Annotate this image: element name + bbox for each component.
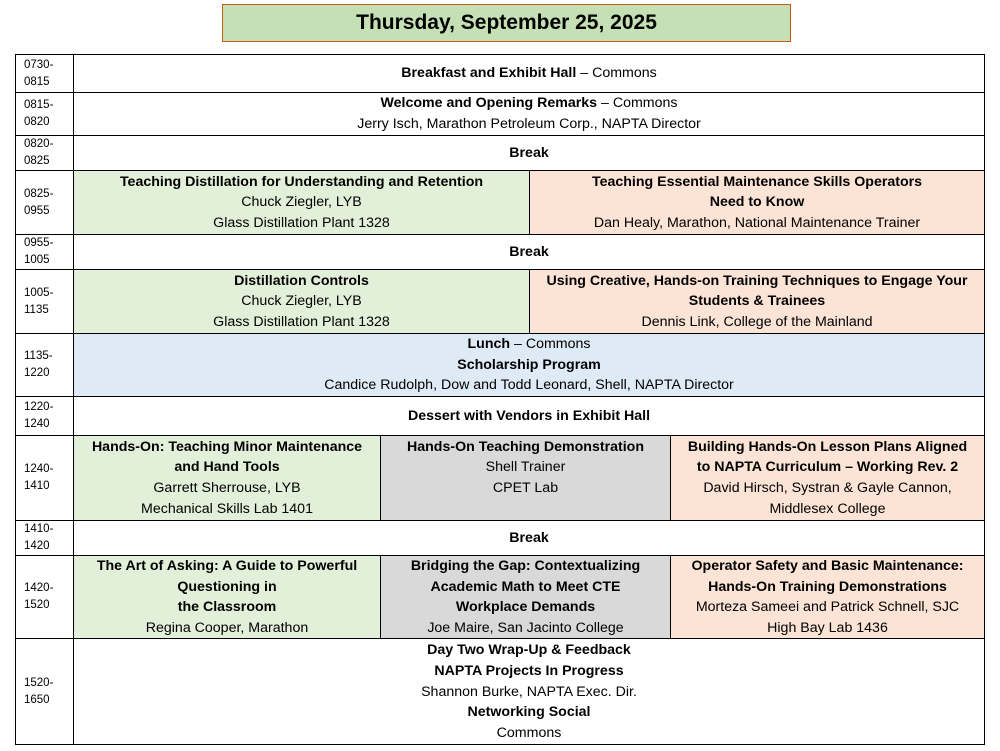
session-presenter: Dennis Link, College of the Mainland — [641, 313, 873, 330]
session-presenter: Regina Cooper, Marathon — [145, 619, 309, 636]
time-cell: 1420- 1520 — [16, 556, 74, 639]
session-cell — [74, 556, 381, 639]
event-location: – Commons — [510, 336, 591, 353]
break-cell: Break — [74, 235, 985, 270]
event-presenter: Shannon Burke, NAPTA Exec. Dir. — [421, 683, 637, 700]
time-cell: 1520- 1650 — [16, 639, 74, 745]
event-cell — [74, 93, 985, 136]
session-location: Glass Distillation Plant 1328 — [213, 313, 390, 330]
schedule-row — [16, 436, 985, 521]
session-title: Need to Know — [709, 194, 805, 211]
session-title: Using Creative, Hands-on Training Techniques to Engage Your — [546, 272, 968, 289]
session-cell — [381, 556, 671, 639]
session-cell — [74, 270, 530, 334]
event-title: Welcome and Opening Remarks — [380, 95, 598, 112]
time-cell: 0825- 0955 — [16, 171, 74, 235]
session-location: Glass Distillation Plant 1328 — [213, 214, 390, 231]
session-title: Operator Safety and Basic Maintenance: — [691, 558, 964, 574]
event-title: Breakfast and Exhibit Hall — [401, 65, 577, 82]
event-cell — [74, 334, 985, 397]
session-location: Mechanical Skills Lab 1401 — [141, 500, 313, 517]
time-cell: 0820- 0825 — [16, 136, 74, 171]
session-presenter: David Hirsch, Systran & Gayle Cannon, — [703, 480, 952, 496]
event-location: Commons — [496, 724, 562, 741]
session-title: Hands-On Teaching Demonstration — [406, 438, 644, 455]
session-title: Teaching Essential Maintenance Skills Operators — [591, 173, 923, 190]
time-cell: 1240- 1410 — [16, 436, 74, 521]
schedule-row — [16, 639, 985, 745]
session-presenter: Garrett Sherrouse, LYB — [153, 480, 301, 496]
time-cell: 0730- 0815 — [16, 55, 74, 93]
event-location: – Commons — [576, 65, 657, 82]
session-presenter: Middlesex College — [769, 500, 886, 517]
schedule-row — [16, 270, 985, 334]
time-cell: 0955- 1005 — [16, 235, 74, 270]
session-presenter: Shell Trainer — [485, 459, 566, 476]
event-subtitle: NAPTA Projects In Progress — [434, 662, 624, 679]
event-presenter: Jerry Isch, Marathon Petroleum Corp., NAPTA Director — [357, 116, 701, 132]
session-presenter: Chuck Ziegler, LYB — [241, 194, 362, 211]
break-cell: Break — [74, 136, 985, 171]
time-cell: 1410- 1420 — [16, 521, 74, 556]
session-cell — [530, 171, 985, 235]
event-title: Lunch — [467, 336, 511, 353]
session-cell — [381, 436, 671, 521]
session-cell — [671, 556, 985, 639]
session-cell — [671, 436, 985, 521]
schedule-row — [16, 521, 985, 556]
session-title: to NAPTA Curriculum – Working Rev. 2 — [696, 459, 959, 476]
session-location: CPET Lab — [492, 480, 559, 496]
session-title: Workplace Demands — [455, 599, 596, 616]
session-title: and Hand Tools — [174, 459, 280, 476]
session-cell — [74, 436, 381, 521]
event-location: – Commons — [597, 95, 678, 112]
time-cell: 1135- 1220 — [16, 334, 74, 397]
schedule-row — [16, 556, 985, 639]
session-title: Teaching Distillation for Understanding and Retention — [119, 173, 484, 190]
session-title: Students & Trainees — [688, 293, 826, 310]
session-title: Distillation Controls — [234, 272, 369, 289]
session-location: High Bay Lab 1436 — [767, 619, 888, 636]
session-presenter: Chuck Ziegler, LYB — [241, 293, 362, 310]
session-title: Hands-On: Teaching Minor Maintenance — [91, 438, 363, 455]
session-presenter: Dan Healy, Marathon, National Maintenance Trainer — [593, 214, 921, 231]
event-title: Day Two Wrap-Up & Feedback — [427, 642, 631, 659]
schedule-row — [16, 171, 985, 235]
time-cell: 1005- 1135 — [16, 270, 74, 334]
schedule-row — [16, 235, 985, 270]
session-title: Hands-On Training Demonstrations — [708, 578, 947, 595]
schedule-row — [16, 55, 985, 93]
session-title: Academic Math to Meet CTE — [430, 578, 621, 595]
event-subtitle: Scholarship Program — [457, 356, 601, 373]
session-title: the Classroom — [177, 599, 277, 616]
session-title: Building Hands-On Lesson Plans Aligned — [687, 438, 968, 455]
schedule-row — [16, 397, 985, 436]
schedule-table — [15, 54, 985, 745]
event-presenter: Candice Rudolph, Dow and Todd Leonard, Shell, NAPTA Director — [324, 377, 734, 394]
session-cell — [530, 270, 985, 334]
event-cell — [74, 55, 985, 93]
session-title: Questioning in — [177, 578, 277, 595]
schedule-row — [16, 136, 985, 171]
event-cell: Dessert with Vendors in Exhibit Hall — [74, 397, 985, 436]
session-presenter: Morteza Sameei and Patrick Schnell, SJC — [695, 599, 960, 616]
event-subtitle: Networking Social — [467, 704, 591, 721]
session-cell — [74, 171, 530, 235]
schedule-row — [16, 334, 985, 397]
time-cell: 0815- 0820 — [16, 93, 74, 136]
session-presenter: Joe Maire, San Jacinto College — [427, 619, 624, 636]
time-cell: 1220- 1240 — [16, 397, 74, 436]
session-title: The Art of Asking: A Guide to Powerful — [96, 558, 358, 574]
page-title: Thursday, September 25, 2025 — [222, 4, 791, 42]
session-title: Bridging the Gap: Contextualizing — [410, 558, 641, 574]
schedule-row — [16, 93, 985, 136]
event-cell — [74, 639, 985, 745]
break-cell: Break — [74, 521, 985, 556]
